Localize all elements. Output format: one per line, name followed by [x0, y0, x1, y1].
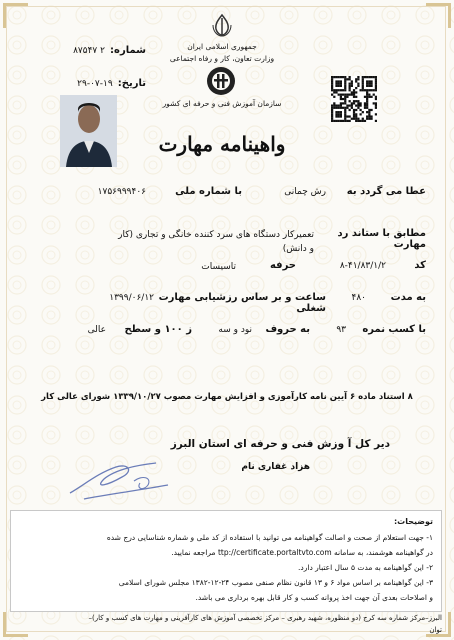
qr-module: [349, 104, 351, 106]
frame-corner: [3, 3, 28, 28]
qr-module: [340, 85, 342, 87]
qr-module: [375, 107, 377, 109]
qr-module: [364, 76, 366, 78]
qr-module: [366, 102, 368, 104]
qr-module: [338, 113, 340, 115]
qr-module: [346, 107, 348, 109]
qr-module: [366, 96, 368, 98]
qr-module: [351, 107, 353, 109]
qr-module: [375, 80, 377, 82]
qr-module: [331, 87, 333, 89]
qr-module: [351, 83, 353, 85]
qr-module: [368, 109, 370, 111]
signatory-title: دیر کل آ وزش فنی و حرفه ای استان البرز: [170, 438, 390, 450]
note-line-1: ۱- جهت استعلام از صحت و اصالت گواهینامه می توانید با استفاده از کد ملی و شماره شناسایی درج شده: [106, 533, 433, 542]
national-id-label: با شماره ملی: [175, 186, 242, 197]
qr-module: [373, 76, 375, 78]
qr-module: [344, 83, 346, 85]
qr-module: [357, 104, 359, 106]
qr-module: [333, 104, 335, 106]
qr-module: [355, 100, 357, 102]
qr-module: [349, 120, 351, 122]
qr-module: [344, 115, 346, 117]
qr-module: [333, 89, 335, 91]
notes-box: [10, 510, 442, 612]
qr-module: [335, 113, 337, 115]
qr-module: [340, 83, 342, 85]
qr-module: [344, 111, 346, 113]
qr-module: [331, 120, 333, 122]
qr-module: [342, 76, 344, 78]
qr-module: [338, 111, 340, 113]
standard-label: مطابق با ستاند رد مهارت: [337, 228, 426, 250]
qr-module: [366, 83, 368, 85]
qr-module: [349, 85, 351, 87]
qr-module: [344, 109, 346, 111]
qr-module: [370, 80, 372, 82]
qr-module: [331, 80, 333, 82]
qr-module: [355, 120, 357, 122]
qr-module: [362, 118, 364, 120]
qr-module: [357, 85, 359, 87]
qr-module: [359, 109, 361, 111]
granted-label: عطا می گردد به: [346, 186, 426, 197]
qr-module: [338, 83, 340, 85]
qr-module: [375, 87, 377, 89]
qr-module: [366, 85, 368, 87]
qr-module: [344, 120, 346, 122]
qr-module: [364, 104, 366, 106]
qr-module: [340, 98, 342, 100]
qr-module: [368, 118, 370, 120]
qr-module: [366, 94, 368, 96]
qr-module: [355, 104, 357, 106]
qr-module: [366, 100, 368, 102]
qr-module: [342, 107, 344, 109]
qr-module: [346, 104, 348, 106]
national-id-value: ۱۷۵۶۹۹۹۴۰۶: [97, 187, 146, 197]
qr-module: [331, 89, 333, 91]
qr-module: [368, 80, 370, 82]
qr-module: [351, 118, 353, 120]
qr-module: [353, 118, 355, 120]
qr-module: [364, 107, 366, 109]
qr-module: [359, 113, 361, 115]
qr-module: [335, 85, 337, 87]
qr-module: [359, 89, 361, 91]
qr-module: [333, 120, 335, 122]
qr-module: [359, 102, 361, 104]
qr-module: [335, 104, 337, 106]
qr-module: [370, 115, 372, 117]
qr-module: [375, 113, 377, 115]
standard-value: تعمیرکار دستگاه های سرد کننده خانگی و تجاری (کار و دانش): [118, 230, 314, 254]
organization-title: سازمان آموزش فنی و حرفه ای کشور: [162, 99, 282, 108]
qr-module: [346, 115, 348, 117]
qr-module: [344, 89, 346, 91]
qr-module: [375, 76, 377, 78]
qr-module: [349, 100, 351, 102]
qr-module: [357, 76, 359, 78]
qr-module: [340, 89, 342, 91]
certificate-title: واهینامه مهارت: [158, 132, 286, 156]
qr-module: [368, 76, 370, 78]
qr-module: [362, 111, 364, 113]
qr-module: [344, 85, 346, 87]
qr-module: [355, 115, 357, 117]
qr-module: [351, 94, 353, 96]
note-line-4: ۳- این گواهینامه بر اساس مواد ۶ و ۱۳ قانون نظام صنفی مصوب ۲۴-۱۲-۱۳۸۲ مجلس شورای اسلامی: [118, 578, 433, 587]
qr-module: [353, 91, 355, 93]
qr-module: [368, 94, 370, 96]
qr-module: [355, 96, 357, 98]
qr-module: [375, 104, 377, 106]
qr-module: [366, 111, 368, 113]
qr-module: [344, 96, 346, 98]
qr-module: [344, 102, 346, 104]
qr-module: [340, 80, 342, 82]
qr-module: [331, 83, 333, 85]
qr-module: [375, 96, 377, 98]
qr-module: [357, 120, 359, 122]
qr-module: [349, 89, 351, 91]
evaluation-date: ۱۳۹۹/۰۶/۱۲: [109, 293, 154, 303]
qr-module: [373, 89, 375, 91]
qr-module: [333, 102, 335, 104]
qr-module: [353, 111, 355, 113]
republic-title: جمهوری اسلامی ایران: [187, 42, 257, 51]
qr-module: [335, 91, 337, 93]
duration-value: ۴۸۰: [351, 293, 366, 303]
qr-module: [362, 120, 364, 122]
person-silhouette-icon: [60, 95, 117, 167]
holder-name: رش چمانی: [284, 187, 326, 197]
qr-module: [353, 94, 355, 96]
qr-module: [340, 120, 342, 122]
qr-module: [349, 76, 351, 78]
qr-module: [368, 111, 370, 113]
qr-module: [344, 87, 346, 89]
qr-module: [335, 80, 337, 82]
legal-statement: ۸ استناد ماده ۶ آیین نامه کارآموزی و افزایش مهارت مصوب ۱۳۳۹/۱۰/۲۷ شورای عالی کار: [41, 392, 413, 402]
hours-label: ساعت و بر ساس رزشیابی مهارت شغلی: [158, 292, 326, 314]
qr-module: [338, 80, 340, 82]
qr-module: [344, 113, 346, 115]
qr-code: [331, 76, 377, 122]
qr-module: [349, 78, 351, 80]
qr-module: [366, 107, 368, 109]
qr-module: [359, 104, 361, 106]
qr-module: [353, 89, 355, 91]
qr-module: [344, 98, 346, 100]
qr-module: [366, 104, 368, 106]
qr-module: [357, 78, 359, 80]
qr-module: [366, 115, 368, 117]
qr-module: [370, 118, 372, 120]
certificate-date: [40, 71, 146, 90]
qr-module: [375, 85, 377, 87]
qr-module: [333, 96, 335, 98]
qr-module: [366, 89, 368, 91]
certificate-number: [40, 38, 146, 57]
in-words-label: به حروف: [265, 324, 310, 335]
qr-module: [331, 111, 333, 113]
qr-module: [362, 83, 364, 85]
duration-label: به مدت: [390, 292, 426, 303]
footer-line-2: توان: [429, 626, 442, 634]
qr-module: [364, 120, 366, 122]
score-words: نود و سه: [218, 325, 252, 335]
qr-module: [355, 80, 357, 82]
qr-module: [335, 83, 337, 85]
number-label: شماره:: [110, 45, 146, 56]
qr-module: [331, 113, 333, 115]
qr-module: [340, 104, 342, 106]
code-value: ۸-۴۱/۸۳/۱/۲: [339, 261, 386, 271]
qr-module: [331, 104, 333, 106]
qr-module: [357, 83, 359, 85]
qr-module: [333, 76, 335, 78]
qr-module: [331, 109, 333, 111]
qr-module: [355, 87, 357, 89]
qr-module: [340, 113, 342, 115]
qr-module: [364, 102, 366, 104]
score-value: ۹۳: [336, 325, 346, 335]
qr-module: [355, 109, 357, 111]
qr-module: [331, 78, 333, 80]
qr-module: [344, 80, 346, 82]
qr-module: [370, 76, 372, 78]
qr-module: [342, 89, 344, 91]
qr-module: [340, 111, 342, 113]
qr-module: [375, 83, 377, 85]
qr-module: [344, 100, 346, 102]
qr-module: [346, 78, 348, 80]
qr-module: [338, 115, 340, 117]
qr-module: [344, 78, 346, 80]
iran-emblem-icon: [209, 12, 235, 38]
qr-module: [338, 85, 340, 87]
qr-module: [368, 115, 370, 117]
qr-module: [333, 91, 335, 93]
qr-module: [344, 107, 346, 109]
qr-module: [351, 104, 353, 106]
frame-corner: [426, 3, 451, 28]
qr-module: [342, 120, 344, 122]
qr-module: [370, 83, 372, 85]
qr-module: [335, 115, 337, 117]
qr-module: [362, 80, 364, 82]
qr-module: [368, 83, 370, 85]
qr-module: [355, 118, 357, 120]
qr-module: [340, 115, 342, 117]
qr-module: [349, 94, 351, 96]
qr-module: [331, 118, 333, 120]
signatory-name: هزاد غفاری نام: [241, 462, 310, 472]
qr-module: [338, 89, 340, 91]
qr-module: [353, 96, 355, 98]
qr-module: [340, 76, 342, 78]
profession-label: حرفه: [269, 260, 296, 271]
qr-module: [338, 76, 340, 78]
qr-module: [366, 91, 368, 93]
qr-module: [366, 118, 368, 120]
date-label: تاریخ:: [117, 78, 146, 89]
ministry-title: وزارت تعاون، کار و رفاه اجتماعی: [169, 54, 275, 63]
qr-module: [344, 94, 346, 96]
note-line-5: و اصلاحات بعدی آن جهت اخذ پروانه کسب و کار قابل بهره برداری می باشد.: [195, 593, 433, 602]
qr-module: [362, 78, 364, 80]
qr-module: [366, 80, 368, 82]
qr-module: [331, 76, 333, 78]
code-label: کد: [414, 260, 426, 271]
qr-module: [335, 89, 337, 91]
date-value: ۱۹-۰۷-۲۹: [77, 79, 113, 89]
qr-module: [355, 78, 357, 80]
qr-module: [349, 83, 351, 85]
qr-module: [351, 102, 353, 104]
qr-module: [357, 107, 359, 109]
qr-module: [368, 89, 370, 91]
qr-module: [335, 120, 337, 122]
qr-module: [357, 118, 359, 120]
qr-module: [338, 104, 340, 106]
qr-module: [353, 109, 355, 111]
qr-module: [340, 96, 342, 98]
qr-module: [375, 102, 377, 104]
qr-module: [338, 94, 340, 96]
qr-module: [335, 76, 337, 78]
qr-module: [338, 120, 340, 122]
qr-module: [368, 85, 370, 87]
qr-module: [349, 109, 351, 111]
qr-module: [362, 85, 364, 87]
qr-module: [346, 94, 348, 96]
qr-module: [331, 115, 333, 117]
number-value: ۲ ۸۷۵۴۷: [73, 46, 105, 56]
qr-module: [340, 94, 342, 96]
score-label: با کسب نمره: [362, 324, 426, 335]
qr-module: [335, 107, 337, 109]
qr-module: [368, 113, 370, 115]
qr-module: [331, 107, 333, 109]
qr-module: [353, 115, 355, 117]
qr-module: [357, 102, 359, 104]
note-line-2: در گواهینامه هوشمند، به سامانه ttp://certificate.portaltvto.com مراجعه نمایید.: [171, 548, 433, 557]
footer-line: البرز–مرکز شماره سه کرج (دو منظوره، شهید رهبری – مرکز تخصصی آموزش های کارآفرینی و مهارت های کسب و کار)–: [88, 614, 442, 622]
qr-module: [346, 96, 348, 98]
qr-module: [351, 91, 353, 93]
note-line-3: ۲- این گواهینامه به مدت ۵ سال اعتبار دارد.: [298, 563, 433, 572]
notes-heading: توضیحات:: [393, 517, 433, 526]
qr-module: [355, 91, 357, 93]
qr-module: [333, 107, 335, 109]
qr-module: [364, 96, 366, 98]
qr-module: [375, 78, 377, 80]
qr-module: [362, 87, 364, 89]
qr-module: [375, 98, 377, 100]
level-value: عالی: [87, 325, 106, 335]
qr-module: [355, 113, 357, 115]
qr-module: [342, 94, 344, 96]
qr-module: [359, 120, 361, 122]
qr-module: [346, 120, 348, 122]
qr-module: [357, 100, 359, 102]
qr-module: [362, 89, 364, 91]
qr-module: [340, 102, 342, 104]
qr-module: [370, 96, 372, 98]
qr-module: [331, 94, 333, 96]
profession-value: تاسیسات: [201, 262, 236, 272]
qr-module: [353, 102, 355, 104]
qr-module: [351, 80, 353, 82]
qr-module: [342, 98, 344, 100]
qr-module: [366, 98, 368, 100]
qr-module: [338, 107, 340, 109]
qr-module: [366, 76, 368, 78]
qr-module: [368, 96, 370, 98]
qr-module: [353, 113, 355, 115]
qr-module: [353, 100, 355, 102]
organization-logo-icon: [206, 66, 236, 96]
qr-module: [331, 85, 333, 87]
qr-module: [362, 76, 364, 78]
handwritten-signature: [64, 455, 174, 503]
qr-module: [373, 102, 375, 104]
qr-module: [342, 102, 344, 104]
qr-module: [364, 89, 366, 91]
qr-module: [370, 85, 372, 87]
qr-module: [344, 76, 346, 78]
qr-module: [349, 115, 351, 117]
qr-module: [340, 107, 342, 109]
qr-module: [375, 120, 377, 122]
qr-module: [335, 111, 337, 113]
qr-module: [344, 118, 346, 120]
qr-module: [351, 85, 353, 87]
qr-module: [375, 89, 377, 91]
holder-photo: [60, 95, 117, 167]
qr-module: [373, 94, 375, 96]
out-of-label: ز ۱۰۰ و سطح: [124, 324, 192, 335]
qr-module: [349, 87, 351, 89]
qr-module: [370, 109, 372, 111]
qr-module: [370, 89, 372, 91]
